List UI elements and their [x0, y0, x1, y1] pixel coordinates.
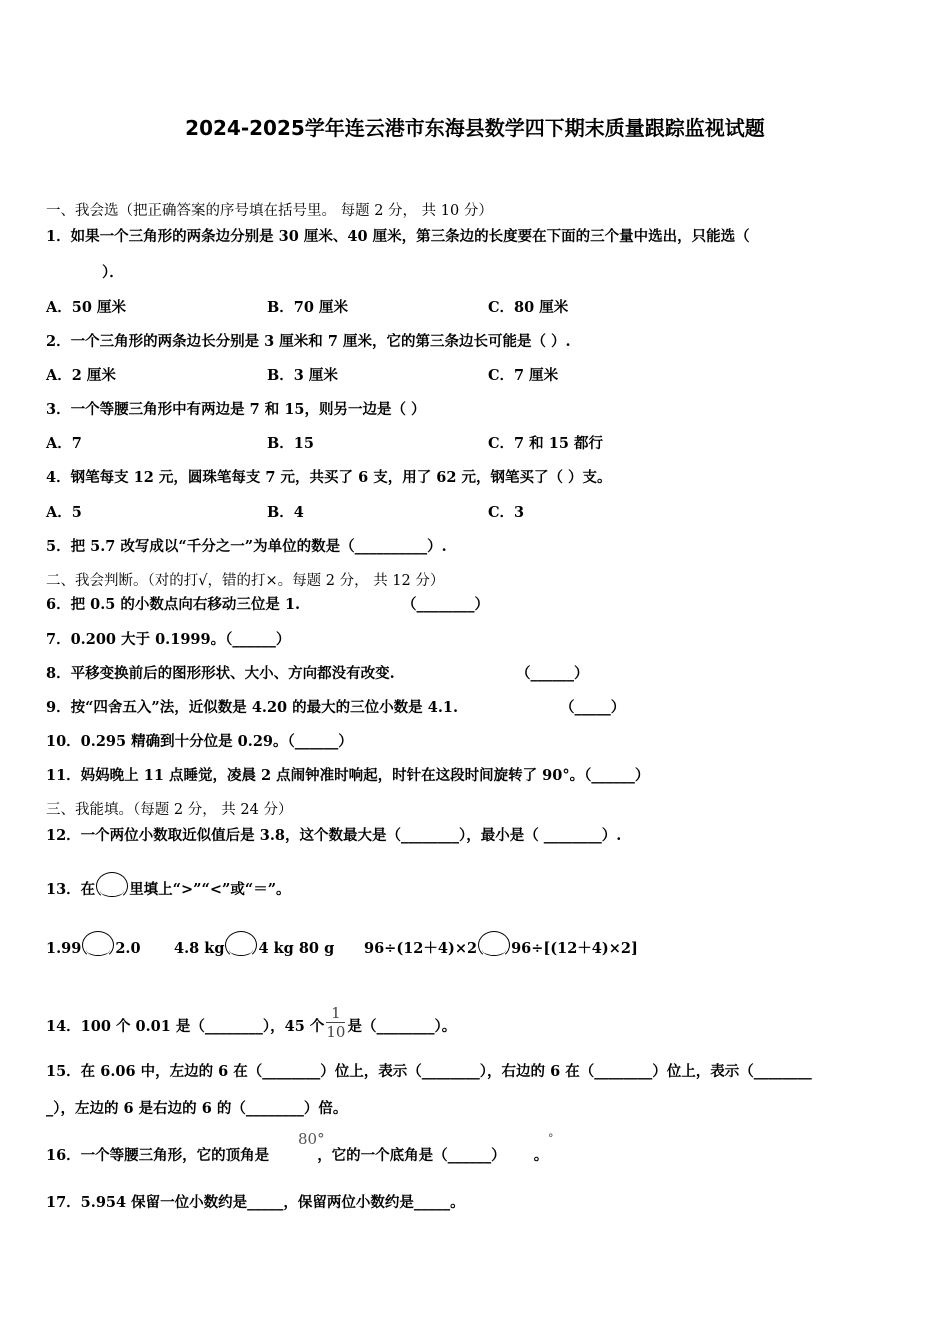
question-13-expr-1 — [46, 931, 141, 959]
fraction-one-tenth — [326, 1004, 345, 1041]
comparison-circle-icon — [478, 931, 510, 959]
comparison-circle-icon — [96, 872, 128, 900]
question-10: 10．0.295 精确到十分位是 0.29。（______） — [46, 733, 353, 750]
question-2-option-a: A．2 厘米 — [46, 367, 116, 384]
question-4-option-c: C．3 — [488, 504, 525, 521]
question-15-line-1: 15．在 6.06 中，左边的 6 在（________）位上，表示（________），右边的 6 在（________）位上，表示（________ — [46, 1063, 812, 1080]
question-9-blank: （_____） — [560, 699, 626, 716]
question-16-middle: ，它的一个底角是（______） — [317, 1147, 506, 1164]
question-14-prefix: 14．100 个 0.01 是（________），45 个 — [46, 1018, 325, 1035]
question-7: 7．0.200 大于 0.1999。（______） — [46, 631, 291, 648]
question-13-suffix: 里填上“>”“<”或“＝”。 — [129, 881, 291, 898]
question-4-stem: 4．钢笔每支 12 元，圆珠笔每支 7 元，共买了 6 支，用了 62 元，钢笔买了（ ）支。 — [46, 469, 612, 486]
question-3-option-c: C．7 和 15 都行 — [488, 435, 603, 452]
question-6-blank: （________） — [402, 596, 489, 613]
question-2-option-b: B．3 厘米 — [267, 367, 338, 384]
question-13-expr-2 — [174, 931, 334, 959]
question-11: 11．妈妈晚上 11 点睡觉，凌晨 2 点闹钟准时响起，时针在这段时间旋转了 90°。（______） — [46, 767, 650, 784]
expr-2-right: 4 kg 80 g — [258, 940, 335, 957]
expr-3-left: 96÷(12＋4)×2 — [364, 940, 478, 957]
question-8-blank: （______） — [516, 665, 589, 682]
question-1-stem-end: ）． — [102, 264, 124, 281]
question-16-prefix: 16．一个等腰三角形，它的顶角是 — [46, 1147, 270, 1164]
question-17: 17．5.954 保留一位小数约是_____，保留两位小数约是_____。 — [46, 1194, 465, 1211]
section-heading-judge: 二、我会判断。（对的打√，错的打×。每题 2 分， 共 12 分） — [46, 573, 445, 589]
question-3-stem: 3．一个等腰三角形中有两边是 7 和 15，则另一边是（ ） — [46, 401, 426, 418]
question-12: 12．一个两位小数取近似值后是 3.8，这个数最大是（________），最小是（ ________）. — [46, 827, 622, 844]
expr-1-right: 2.0 — [115, 940, 141, 957]
section-heading-choice: 一、我会选（把正确答案的序号填在括号里。 每题 2 分， 共 10 分） — [46, 203, 493, 219]
question-9-text: 9．按“四舍五入”法，近似数是 4.20 的最大的三位小数是 4.1. — [46, 699, 459, 716]
question-16-end: 。 — [533, 1147, 549, 1164]
expr-3-right: 96÷[(12＋4)×2] — [511, 940, 638, 957]
question-5: 5．把 5.7 改写成以“千分之一”为单位的数是（__________）. — [46, 538, 447, 555]
question-13-expr-3 — [364, 931, 638, 959]
comparison-circle-icon — [82, 931, 114, 959]
question-14 — [46, 1004, 456, 1041]
question-13-stem — [46, 872, 291, 900]
expr-2-left: 4.8 kg — [174, 940, 225, 957]
question-1-option-b: B．70 厘米 — [267, 299, 348, 316]
section-heading-fill: 三、我能填。（每题 2 分， 共 24 分） — [46, 802, 293, 818]
fraction-denominator: 10 — [326, 1023, 346, 1041]
expr-1-left: 1.99 — [46, 940, 82, 957]
question-13-prefix: 13．在 — [46, 881, 96, 898]
page-title: 2024-2025学年连云港市东海县数学四下期末质量跟踪监视试题 — [185, 116, 765, 140]
question-1-option-a: A．50 厘米 — [46, 299, 126, 316]
question-4-option-a: A．5 — [46, 504, 82, 521]
question-2-option-c: C．7 厘米 — [488, 367, 559, 384]
comparison-circle-icon — [225, 931, 257, 959]
question-16 — [46, 1147, 548, 1165]
question-14-suffix: 是（________）。 — [347, 1018, 457, 1035]
question-4-option-b: B．4 — [267, 504, 304, 521]
apex-angle-value: 80° — [298, 1130, 325, 1148]
question-15-line-2: _），左边的 6 是右边的 6 的（________）倍。 — [46, 1100, 348, 1117]
question-8-text: 8．平移变换前后的图形形状、大小、方向都没有改变. — [46, 665, 395, 682]
question-3-option-b: B．15 — [267, 435, 314, 452]
question-6-text: 6．把 0.5 的小数点向右移动三位是 1. — [46, 596, 301, 613]
degree-symbol: ° — [548, 1132, 554, 1145]
question-3-option-a: A．7 — [46, 435, 82, 452]
question-2-stem: 2．一个三角形的两条边长分别是 3 厘米和 7 厘米，它的第三条边长可能是（ ）. — [46, 333, 571, 350]
fraction-numerator: 1 — [331, 1004, 341, 1022]
question-1-stem: 1．如果一个三角形的两条边分别是 30 厘米、40 厘米，第三条边的长度要在下面的三个量中选出，只能选（ — [46, 228, 750, 245]
question-1-option-c: C．80 厘米 — [488, 299, 569, 316]
